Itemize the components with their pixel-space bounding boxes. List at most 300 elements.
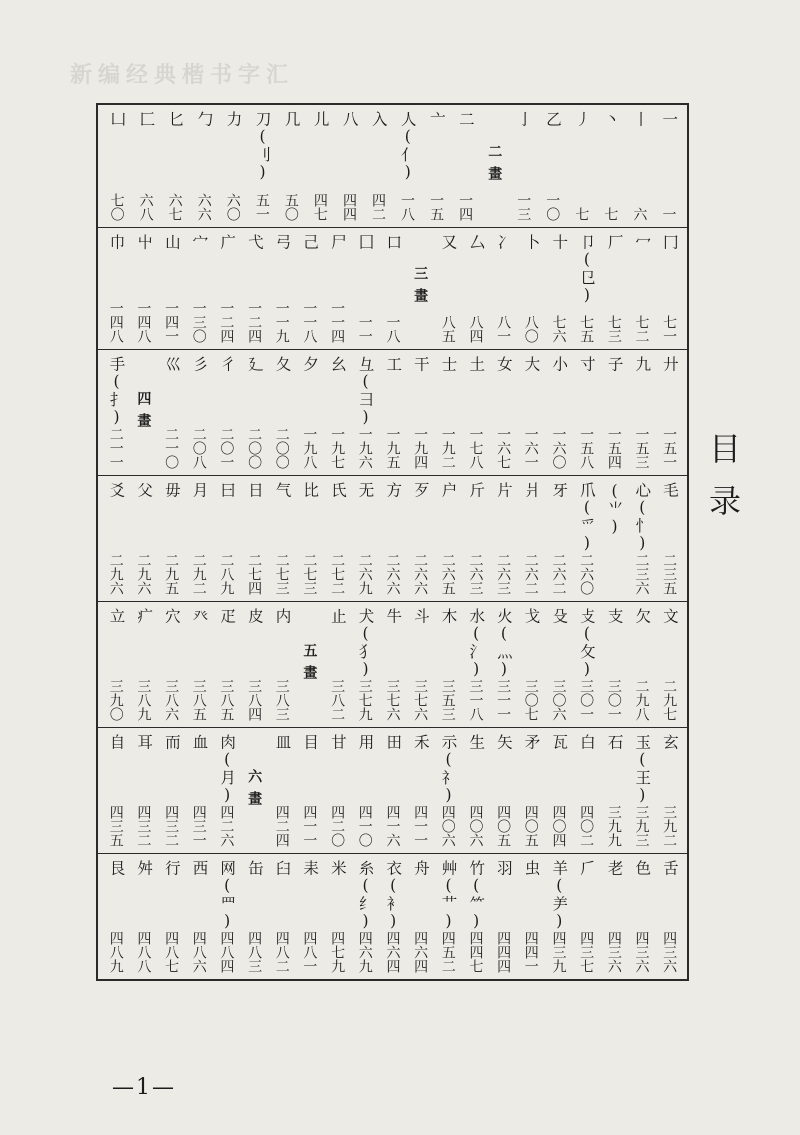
radical-entry[interactable] xyxy=(654,111,683,221)
radical-entry[interactable] xyxy=(213,608,241,721)
radical-entry[interactable] xyxy=(351,734,379,847)
radical-entry[interactable] xyxy=(434,356,462,469)
radical-entry[interactable] xyxy=(160,111,189,221)
radical-entry[interactable] xyxy=(406,482,434,595)
radical-glyph: 力 xyxy=(224,111,243,128)
radical-entry[interactable] xyxy=(489,482,517,595)
radical-glyph: 水(氵) xyxy=(467,608,486,679)
radical-glyph: 生 xyxy=(467,734,486,751)
radical-entry[interactable] xyxy=(572,860,600,973)
radical-entry[interactable] xyxy=(572,234,600,344)
radical-glyph: 疋 xyxy=(218,608,237,625)
page-reference: 二七三 xyxy=(273,553,290,595)
index-band xyxy=(98,228,687,351)
radical-entry[interactable] xyxy=(351,356,379,469)
page-reference: 三八四 xyxy=(246,679,263,721)
radical-entry[interactable] xyxy=(363,111,392,221)
radical-entry[interactable] xyxy=(296,734,324,847)
stroke-count-header xyxy=(296,608,324,721)
page-reference: 一二四 xyxy=(246,301,263,343)
page-reference: 二三五 xyxy=(661,553,678,595)
page-reference: 七一 xyxy=(661,315,678,343)
radical-entry[interactable] xyxy=(489,234,517,344)
page-reference: 一九六 xyxy=(356,427,373,469)
radical-glyph: 无 xyxy=(356,482,375,499)
page-reference: 四三九 xyxy=(550,931,567,973)
page-reference: 三〇一 xyxy=(578,679,595,721)
radical-index-table xyxy=(96,103,689,981)
radical-entry[interactable] xyxy=(323,608,351,721)
radical-entry[interactable] xyxy=(185,734,213,847)
radical-glyph: 文 xyxy=(660,608,679,625)
page-reference: 六 xyxy=(631,206,648,221)
radical-entry[interactable] xyxy=(406,860,434,973)
page-reference: 一七八 xyxy=(467,427,484,469)
radical-glyph: 厂 xyxy=(605,233,624,250)
page-reference: 四四一 xyxy=(522,931,539,973)
stroke-count-header xyxy=(480,111,509,221)
page-reference: 二一〇 xyxy=(163,427,180,469)
page-reference: 三五三 xyxy=(439,679,456,721)
radical-entry[interactable] xyxy=(247,111,276,221)
radical-entry[interactable] xyxy=(517,860,545,973)
radical-entry[interactable] xyxy=(628,234,656,344)
page-reference: 一二四 xyxy=(218,301,235,343)
radical-entry[interactable] xyxy=(157,356,185,469)
radical-glyph: 廴 xyxy=(245,356,264,373)
radical-glyph: 丶 xyxy=(602,111,621,128)
radical-entry[interactable] xyxy=(655,234,683,344)
radical-glyph: 羊(⺶) xyxy=(550,860,569,931)
radical-glyph: 白 xyxy=(577,734,596,751)
page-reference: 二六六 xyxy=(384,553,401,595)
radical-entry[interactable] xyxy=(462,234,490,344)
radical-glyph: 舟 xyxy=(411,860,430,877)
radical-entry[interactable] xyxy=(240,860,268,973)
radical-entry[interactable] xyxy=(406,734,434,847)
radical-glyph: 父 xyxy=(135,482,154,499)
radical-entry[interactable] xyxy=(655,734,683,847)
radical-entry[interactable] xyxy=(102,860,130,973)
radical-entry[interactable] xyxy=(240,234,268,344)
radical-entry[interactable] xyxy=(130,482,158,595)
radical-entry[interactable] xyxy=(351,482,379,595)
radical-entry[interactable] xyxy=(600,608,628,721)
page-reference: 三〇一 xyxy=(605,679,622,721)
radical-entry[interactable] xyxy=(185,608,213,721)
radical-glyph: 氏 xyxy=(328,482,347,499)
page-reference: 二七二 xyxy=(329,553,346,595)
page-reference: 三九九 xyxy=(605,805,622,847)
radical-entry[interactable] xyxy=(538,111,567,221)
radical-entry[interactable] xyxy=(213,734,241,847)
radical-glyph: 巛 xyxy=(162,356,181,373)
radical-glyph: 手(扌) xyxy=(107,356,126,427)
radical-entry[interactable] xyxy=(189,111,218,221)
radical-glyph: 虫 xyxy=(522,860,541,877)
radical-glyph: 曰 xyxy=(218,482,237,499)
index-band xyxy=(98,602,687,728)
radical-glyph: 血 xyxy=(190,734,209,751)
radical-glyph: 山 xyxy=(162,233,181,250)
radical-entry[interactable] xyxy=(517,482,545,595)
radical-entry[interactable] xyxy=(422,111,451,221)
page-reference: 二六五 xyxy=(439,553,456,595)
radical-glyph: 毋 xyxy=(162,482,181,499)
page-reference: 一六〇 xyxy=(550,427,567,469)
radical-entry[interactable] xyxy=(628,734,656,847)
radical-glyph: 亅 xyxy=(514,111,533,128)
page-reference: 二六二 xyxy=(522,553,539,595)
radical-entry[interactable] xyxy=(213,356,241,469)
index-band xyxy=(98,105,687,228)
radical-entry[interactable] xyxy=(600,482,628,595)
radical-glyph: 斗 xyxy=(411,608,430,625)
page-reference: 二三六 xyxy=(633,553,650,595)
radical-entry[interactable] xyxy=(130,234,158,344)
page-reference: 八四 xyxy=(467,315,484,343)
radical-entry[interactable] xyxy=(130,608,158,721)
radical-entry[interactable] xyxy=(379,608,407,721)
radical-entry[interactable] xyxy=(625,111,654,221)
radical-glyph: 而 xyxy=(162,734,181,751)
radical-glyph: 𠂆 xyxy=(577,860,596,877)
radical-glyph: 几 xyxy=(282,111,301,128)
page-reference: 三七六 xyxy=(384,679,401,721)
radical-entry[interactable] xyxy=(655,482,683,595)
radical-entry[interactable] xyxy=(567,111,596,221)
radical-entry[interactable] xyxy=(185,234,213,344)
page-reference: 四八四 xyxy=(218,931,235,973)
radical-glyph: 乙 xyxy=(544,111,563,128)
radical-entry[interactable] xyxy=(323,860,351,973)
page-reference: 一一九 xyxy=(273,301,290,343)
page-reference: 二六〇 xyxy=(578,553,595,595)
radical-entry[interactable] xyxy=(451,111,480,221)
page-reference: 一九五 xyxy=(384,427,401,469)
radical-glyph: 彡 xyxy=(190,356,209,373)
radical-entry[interactable] xyxy=(489,734,517,847)
page-reference: 六〇 xyxy=(224,192,241,221)
radical-glyph: 皿 xyxy=(273,734,292,751)
radical-glyph: 片 xyxy=(494,482,513,499)
radical-entry[interactable] xyxy=(572,482,600,595)
radical-entry[interactable] xyxy=(462,608,490,721)
radical-entry[interactable] xyxy=(102,482,130,595)
radical-glyph: 勹 xyxy=(195,111,214,128)
page-reference: 三八九 xyxy=(135,679,152,721)
radical-glyph: 示(礻) xyxy=(439,734,458,805)
radical-entry[interactable] xyxy=(655,860,683,973)
radical-entry[interactable] xyxy=(545,356,573,469)
radical-entry[interactable] xyxy=(157,734,185,847)
radical-glyph: 牛 xyxy=(384,608,403,625)
page-reference: 一一八 xyxy=(301,301,318,343)
radical-entry[interactable] xyxy=(655,608,683,721)
radical-entry[interactable] xyxy=(351,234,379,344)
radical-entry[interactable] xyxy=(240,482,268,595)
radical-entry[interactable] xyxy=(130,734,158,847)
radical-glyph: 玉(王) xyxy=(633,734,652,805)
radical-entry[interactable] xyxy=(434,482,462,595)
page-reference: 二八九 xyxy=(218,553,235,595)
radical-entry[interactable] xyxy=(185,482,213,595)
radical-entry[interactable] xyxy=(102,734,130,847)
radical-entry[interactable] xyxy=(545,482,573,595)
page-reference: 四八一 xyxy=(301,931,318,973)
radical-entry[interactable] xyxy=(600,734,628,847)
page-reference: 三八六 xyxy=(163,679,180,721)
radical-glyph: 刀(刂) xyxy=(253,111,272,182)
page-reference: 四〇五 xyxy=(522,805,539,847)
radical-entry[interactable] xyxy=(157,860,185,973)
radical-glyph: 冂 xyxy=(660,233,679,250)
radical-entry[interactable] xyxy=(157,482,185,595)
radical-entry[interactable] xyxy=(185,356,213,469)
radical-glyph: 耒 xyxy=(301,860,320,877)
radical-glyph: 气 xyxy=(273,482,292,499)
radical-entry[interactable] xyxy=(276,111,305,221)
radical-glyph: 欠 xyxy=(633,608,652,625)
radical-glyph: 羽 xyxy=(494,860,513,877)
radical-entry[interactable] xyxy=(509,111,538,221)
page-reference: 四〇二 xyxy=(578,805,595,847)
page-reference: 二六三 xyxy=(495,553,512,595)
radical-entry[interactable] xyxy=(655,356,683,469)
radical-glyph: 匚 xyxy=(137,111,156,128)
radical-entry[interactable] xyxy=(268,234,296,344)
radical-entry[interactable] xyxy=(379,356,407,469)
radical-entry[interactable] xyxy=(572,356,600,469)
radical-entry[interactable] xyxy=(545,860,573,973)
radical-entry[interactable] xyxy=(102,608,130,721)
radical-entry[interactable] xyxy=(600,234,628,344)
radical-glyph: 月 xyxy=(190,482,209,499)
page-reference: 二六二 xyxy=(550,553,567,595)
radical-glyph: 西 xyxy=(190,860,209,877)
radical-glyph: 癶 xyxy=(190,608,209,625)
radical-glyph: 毛 xyxy=(660,482,679,499)
radical-glyph: 皮 xyxy=(245,608,264,625)
radical-entry[interactable] xyxy=(393,111,422,221)
page-reference: 二七三 xyxy=(301,553,318,595)
radical-entry[interactable] xyxy=(268,356,296,469)
radical-entry[interactable] xyxy=(379,234,407,344)
radical-entry[interactable] xyxy=(379,860,407,973)
page-reference: 一一 xyxy=(356,315,373,343)
page-reference: 四三六 xyxy=(605,931,622,973)
radical-entry[interactable] xyxy=(323,356,351,469)
radical-glyph: 爪(爫) xyxy=(577,482,596,553)
stroke-count-label: 五畫 xyxy=(301,642,318,687)
page-reference: 三一一 xyxy=(495,679,512,721)
radical-entry[interactable] xyxy=(323,734,351,847)
radical-glyph: 用 xyxy=(356,734,375,751)
radical-glyph: 夕 xyxy=(301,356,320,373)
radical-glyph: 工 xyxy=(384,356,403,373)
radical-entry[interactable] xyxy=(517,234,545,344)
radical-entry[interactable] xyxy=(131,111,160,221)
radical-entry[interactable] xyxy=(628,482,656,595)
radical-glyph: 止 xyxy=(328,608,347,625)
radical-glyph: 网(罒) xyxy=(218,860,237,931)
radical-glyph: 卜 xyxy=(522,233,541,250)
radical-glyph: 卩(㔾) xyxy=(577,233,596,305)
radical-entry[interactable] xyxy=(379,482,407,595)
radical-entry[interactable] xyxy=(572,734,600,847)
radical-entry[interactable] xyxy=(489,356,517,469)
radical-entry[interactable] xyxy=(434,234,462,344)
radical-glyph: 衣(衤) xyxy=(384,860,403,931)
page-reference: 四〇六 xyxy=(467,805,484,847)
radical-entry[interactable] xyxy=(545,234,573,344)
stroke-count-header xyxy=(240,734,268,847)
radical-glyph: 一 xyxy=(660,111,679,128)
radical-entry[interactable] xyxy=(268,608,296,721)
radical-glyph: 歹 xyxy=(411,482,430,499)
radical-glyph: 冖 xyxy=(633,233,652,250)
stroke-count-label: 四畫 xyxy=(135,390,152,435)
radical-entry[interactable] xyxy=(213,482,241,595)
ghost-header: 新编经典楷书字汇 xyxy=(70,62,295,88)
radical-entry[interactable] xyxy=(434,860,462,973)
page-reference: 六八 xyxy=(137,192,154,221)
radical-entry[interactable] xyxy=(462,734,490,847)
stroke-count-label: 三畫 xyxy=(412,266,429,311)
radical-entry[interactable] xyxy=(305,111,334,221)
radical-entry[interactable] xyxy=(351,608,379,721)
radical-entry[interactable] xyxy=(351,860,379,973)
radical-entry[interactable] xyxy=(240,608,268,721)
radical-entry[interactable] xyxy=(517,356,545,469)
page-reference: 四五二 xyxy=(439,931,456,973)
radical-glyph: 甘 xyxy=(328,734,347,751)
radical-entry[interactable] xyxy=(434,608,462,721)
radical-glyph: 爿 xyxy=(522,482,541,499)
radical-entry[interactable] xyxy=(268,734,296,847)
radical-glyph: 凵 xyxy=(108,111,127,128)
page-reference: 三一八 xyxy=(467,679,484,721)
radical-glyph: 心(忄) xyxy=(633,482,652,553)
radical-entry[interactable] xyxy=(572,608,600,721)
radical-glyph: 户 xyxy=(439,482,458,499)
radical-glyph: 犬(犭) xyxy=(356,608,375,679)
page-reference: 一六一 xyxy=(522,427,539,469)
radical-entry[interactable] xyxy=(102,111,131,221)
radical-glyph: 八 xyxy=(340,111,359,128)
radical-entry[interactable] xyxy=(462,482,490,595)
radical-glyph: 女 xyxy=(494,356,513,373)
page-reference: 六六 xyxy=(195,192,212,221)
radical-entry[interactable] xyxy=(213,860,241,973)
radical-entry[interactable] xyxy=(296,234,324,344)
radical-entry[interactable] xyxy=(406,608,434,721)
radical-entry[interactable] xyxy=(240,356,268,469)
radical-glyph: 土 xyxy=(467,356,486,373)
radical-entry[interactable] xyxy=(600,356,628,469)
radical-entry[interactable] xyxy=(628,608,656,721)
radical-entry[interactable] xyxy=(628,860,656,973)
radical-entry[interactable] xyxy=(434,734,462,847)
page-reference: 五一 xyxy=(253,192,270,221)
radical-entry[interactable] xyxy=(462,356,490,469)
radical-glyph: 士 xyxy=(439,356,458,373)
radical-entry[interactable] xyxy=(268,482,296,595)
page-reference: 四三七 xyxy=(578,931,595,973)
radical-entry[interactable] xyxy=(334,111,363,221)
page-reference: 四三五 xyxy=(107,805,124,847)
radical-entry[interactable] xyxy=(545,608,573,721)
radical-entry[interactable] xyxy=(379,734,407,847)
radical-entry[interactable] xyxy=(462,860,490,973)
page-reference: 一五八 xyxy=(578,427,595,469)
radical-glyph: 穴 xyxy=(162,608,181,625)
radical-entry[interactable] xyxy=(545,734,573,847)
page-reference: 四八六 xyxy=(190,931,207,973)
radical-glyph: 亠 xyxy=(427,111,446,128)
page-reference: 四三六 xyxy=(633,931,650,973)
page-reference: 一六七 xyxy=(495,427,512,469)
radical-entry[interactable] xyxy=(130,860,158,973)
radical-glyph: 内 xyxy=(273,608,292,625)
radical-entry[interactable] xyxy=(600,860,628,973)
radical-entry[interactable] xyxy=(157,608,185,721)
radical-entry[interactable] xyxy=(296,482,324,595)
page-reference: 一九二 xyxy=(439,427,456,469)
radical-glyph: 干 xyxy=(411,356,430,373)
page-reference: 四三一 xyxy=(190,805,207,847)
radical-glyph: 矢 xyxy=(494,734,513,751)
radical-glyph: 幺 xyxy=(328,356,347,373)
radical-entry[interactable] xyxy=(185,860,213,973)
radical-entry[interactable] xyxy=(296,860,324,973)
radical-glyph: 臼 xyxy=(273,860,292,877)
radical-entry[interactable] xyxy=(517,608,545,721)
radical-entry[interactable] xyxy=(489,608,517,721)
page-reference: 四八九 xyxy=(107,931,124,973)
radical-entry[interactable] xyxy=(218,111,247,221)
radical-entry[interactable] xyxy=(489,860,517,973)
radical-glyph: 矛 xyxy=(522,734,541,751)
radical-entry[interactable] xyxy=(213,234,241,344)
page-reference: 二九六 xyxy=(135,553,152,595)
radical-entry[interactable] xyxy=(157,234,185,344)
radical-glyph: 九 xyxy=(633,356,652,373)
page-reference: 一三〇 xyxy=(190,301,207,343)
radical-entry[interactable] xyxy=(102,356,130,469)
radical-entry[interactable] xyxy=(323,482,351,595)
radical-glyph: (⺌) xyxy=(605,482,624,537)
radical-entry[interactable] xyxy=(102,234,130,344)
radical-entry[interactable] xyxy=(628,356,656,469)
page-reference: 四四 xyxy=(340,192,357,221)
page-reference: 二〇一 xyxy=(218,427,235,469)
radical-entry[interactable] xyxy=(517,734,545,847)
radical-glyph: 自 xyxy=(107,734,126,751)
radical-entry[interactable] xyxy=(296,356,324,469)
page-reference: 四〇五 xyxy=(495,805,512,847)
radical-glyph: 丿 xyxy=(573,111,592,128)
radical-glyph: 巾 xyxy=(107,233,126,250)
radical-entry[interactable] xyxy=(406,356,434,469)
radical-entry[interactable] xyxy=(268,860,296,973)
page-reference: 二〇〇 xyxy=(246,427,263,469)
page-reference: 二九七 xyxy=(661,679,678,721)
radical-entry[interactable] xyxy=(596,111,625,221)
radical-entry[interactable] xyxy=(323,234,351,344)
page-reference: 四七 xyxy=(311,192,328,221)
radical-glyph: 二 xyxy=(456,111,475,128)
